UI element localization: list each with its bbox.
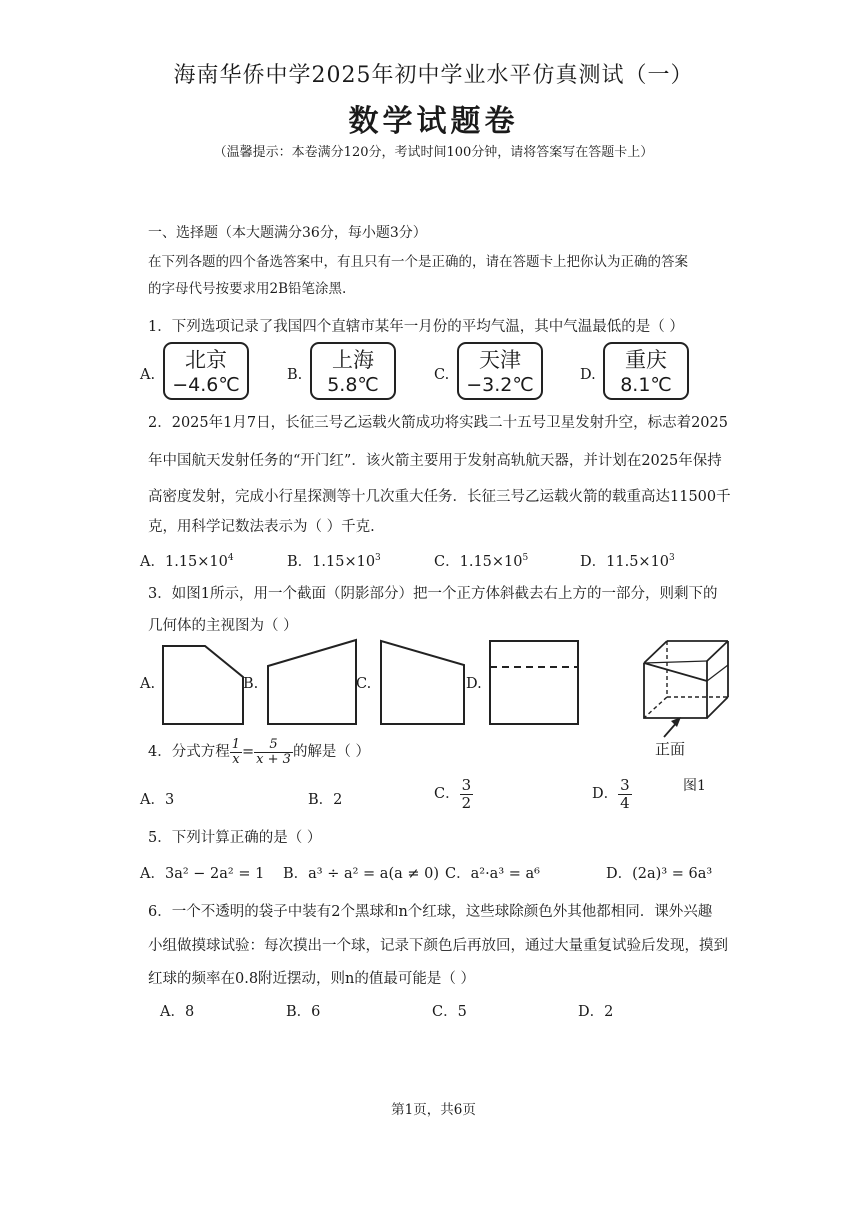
figure-1-front-label: 正面 (655, 740, 686, 758)
q2-line-4: 克，用科学记数法表示为（ ）千克. (148, 519, 375, 535)
q2-line-3: 高密度发射，完成小行星探测等十几次重大任务．长征三号乙运载火箭的载重高达11500千 (148, 489, 731, 505)
q4-lhs-den: x (232, 751, 240, 767)
q6-option-a-value: 8 (184, 1004, 195, 1020)
q1-option-d-letter: D. (580, 367, 596, 383)
q1-option-b-letter: B. (287, 367, 303, 383)
q3-option-c-letter: C. (356, 676, 372, 692)
q3-line-1: 3．如图1所示，用一个截面（阴影部分）把一个正方体斜截去右上方的一部分，则剩下的 (148, 586, 718, 602)
q4-rhs-den: x + 3 (256, 751, 291, 767)
q1-option-c-temp: −3.2℃ (466, 374, 534, 396)
q1-option-a-letter: A. (140, 367, 156, 383)
q6-option-b-letter: B． (286, 1004, 312, 1020)
q1-option-a-temp: −4.6℃ (172, 374, 240, 396)
exam-school-title: 海南华侨中学2025年初中学业水平仿真测试（一） (173, 63, 694, 88)
q6-option-a (160, 1000, 194, 1021)
q3-option-a-letter: A. (140, 676, 156, 692)
q5-option-c-expr: a²·a³ = a⁶ (470, 866, 540, 882)
q4-option-a-value: 3 (164, 792, 175, 808)
q2-option-c-letter: C． (434, 554, 460, 570)
q4-option-d (592, 775, 632, 813)
q6-option-b-value: 6 (311, 1004, 321, 1020)
q6-option-c (432, 1000, 467, 1021)
q2-option-b-exp: 3 (375, 553, 381, 564)
q1-option-d-temp: 8.1℃ (620, 374, 672, 396)
q4-option-d-fraction (618, 777, 632, 812)
q4-option-b (308, 788, 342, 809)
q5-option-b (283, 862, 439, 883)
q6-line-1: 6．一个不透明的袋子中装有2个黑球和n个红球，这些球除颜色外其他都相同．课外兴趣 (148, 904, 713, 920)
q4-option-d-letter: D． (592, 786, 619, 802)
q4-option-c (434, 775, 473, 813)
q2-option-d-letter: D． (580, 554, 607, 570)
q4-option-c-num: 3 (461, 775, 472, 794)
q1-option-d-city: 重庆 (625, 348, 667, 372)
q6-option-a-letter: A． (160, 1004, 185, 1020)
q2-option-a-base: 1.15×10 (164, 554, 228, 570)
section-instruction-2: 的字母代号按要求用2B铅笔涂黑. (148, 281, 347, 297)
q3-option-d-letter: D. (466, 676, 482, 692)
q1-option-c-letter: C. (434, 367, 450, 383)
q4-option-a-letter: A． (140, 792, 165, 808)
q5-option-b-expr: a³ ÷ a² = a(a ≠ 0) (308, 866, 440, 882)
q2-line-1: 2．2025年1月7日，长征三号乙运载火箭成功将实践二十五号卫星发射升空，标志着2025 (148, 415, 728, 431)
q2-option-d-exp: 3 (669, 553, 675, 564)
q4-option-b-letter: B． (308, 792, 334, 808)
q2-option-a-exp: 4 (227, 553, 234, 564)
q6-option-d (578, 1000, 613, 1021)
q4-option-c-letter: C． (434, 786, 460, 802)
q6-option-c-letter: C． (432, 1004, 458, 1020)
q1-option-a-city: 北京 (185, 348, 227, 372)
q1-option-b-city: 上海 (332, 348, 374, 372)
q5-option-b-letter: B． (283, 866, 309, 882)
q5-option-a (140, 862, 264, 883)
q3-line-2: 几何体的主视图为（ ） (148, 618, 298, 634)
section-instruction-1: 在下列各题的四个备选答案中，有且只有一个是正确的，请在答题卡上把你认为正确的答案 (148, 254, 688, 270)
q5-option-d-letter: D． (606, 866, 633, 882)
q4-stem (148, 736, 370, 768)
q4-option-c-den: 2 (461, 793, 472, 812)
q2-option-b-letter: B． (287, 554, 313, 570)
q5-option-d-expr: (2a)³ = 6a³ (632, 866, 713, 882)
q6-option-d-value: 2 (604, 1004, 614, 1020)
q5-option-a-letter: A． (140, 866, 165, 882)
q4-option-a (140, 788, 174, 809)
q4-stem-suffix: 的解是（ ） (292, 744, 371, 760)
q4-stem-prefix: 4．分式方程 (148, 744, 230, 760)
q4-lhs-fraction (230, 738, 242, 767)
q4-equals: = (242, 744, 255, 760)
exam-subject-title: 数学试题卷 (348, 104, 519, 139)
q6-option-b (286, 1000, 320, 1021)
q4-rhs-num: 5 (254, 738, 293, 753)
q2-option-d-base: 11.5×10 (606, 554, 670, 570)
q6-option-c-value: 5 (457, 1004, 467, 1020)
q2-line-2: 年中国航天发射任务的“开门红”．该火箭主要用于发射高轨航天器，并计划在2025年保持 (148, 453, 722, 469)
q6-line-3: 红球的频率在0.8附近摆动，则n的值最可能是（ ） (148, 971, 476, 987)
q5-option-a-expr: 3a² − 2a² = 1 (164, 866, 265, 882)
q6-line-2: 小组做摸球试验：每次摸出一个球，记录下颜色后再放回，通过大量重复试验后发现，摸到 (148, 938, 728, 954)
q4-option-d-den: 4 (620, 793, 630, 812)
q5-option-c (445, 862, 540, 883)
q1-option-c-city: 天津 (479, 348, 521, 372)
q4-lhs-num: 1 (231, 736, 241, 752)
q6-option-d-letter: D． (578, 1004, 605, 1020)
q2-option-a-letter: A． (140, 554, 165, 570)
q1-option-b-temp: 5.8℃ (327, 374, 379, 396)
q2-option-c-base: 1.15×10 (459, 554, 523, 570)
q4-option-d-num: 3 (620, 775, 630, 794)
figure-1-caption: 图1 (683, 778, 706, 794)
q3-option-b-letter: B. (243, 676, 259, 692)
q1-stem: 1．下列选项记录了我国四个直辖市某年一月份的平均气温，其中气温最低的是（ ） (148, 319, 684, 335)
exam-tip: （温馨提示：本卷满分120分，考试时间100分钟，请将答案写在答题卡上） (213, 145, 654, 160)
section-heading: 一、选择题（本大题满分36分，每小题3分） (148, 225, 427, 241)
q4-rhs-fraction (254, 738, 293, 767)
q2-option-c-exp: 5 (522, 553, 529, 564)
q2-option-b-base: 1.15×10 (312, 554, 376, 570)
q4-option-c-fraction (460, 777, 474, 812)
q5-option-d (606, 862, 712, 883)
q4-option-b-value: 2 (333, 792, 343, 808)
q5-option-c-letter: C． (445, 866, 471, 882)
q5-stem: 5．下列计算正确的是（ ） (148, 830, 322, 846)
page-footer: 第1页，共6页 (391, 1102, 476, 1118)
